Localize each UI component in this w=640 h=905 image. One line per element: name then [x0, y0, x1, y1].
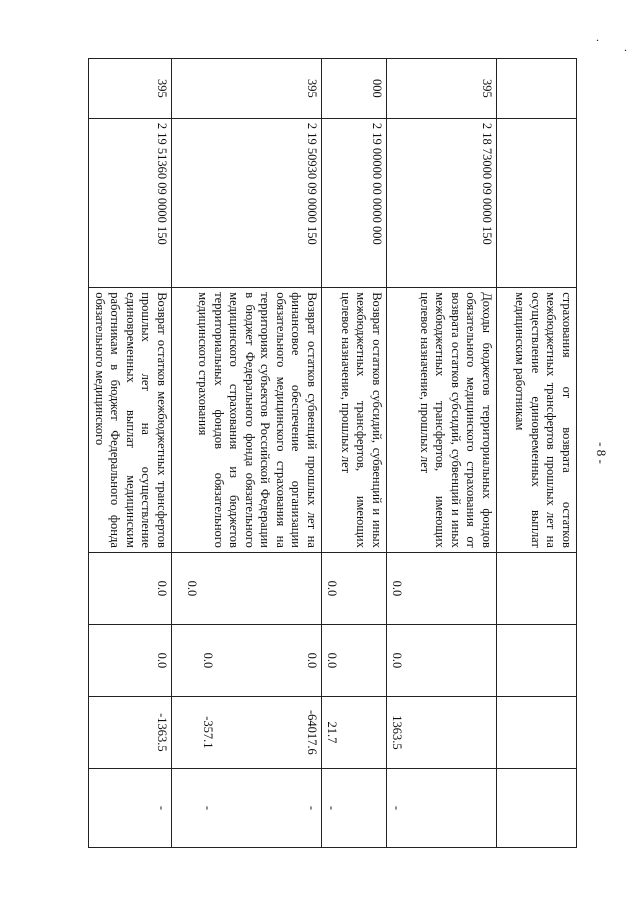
admin-code-cell: [497, 59, 577, 119]
value-text: [304, 557, 320, 620]
value-cell: [497, 768, 577, 847]
value-cell: -: [387, 768, 497, 847]
value-cell: [172, 696, 322, 768]
revenue-name-cell: Возврат остатков субвенций прошлых лет на финансовое обеспечение организации обязательного медицинского страхования на территориях субъектов Российской Федерации в бюджет Федерального фонда обязательного медицинского страхования из бюджетов территориальных фондов обязательного медицинского страхования: [172, 288, 322, 553]
value-cell: 0.0: [322, 624, 387, 696]
classification-code-cell: 2 19 50930 09 0000 150: [172, 118, 322, 287]
table-row: [89, 59, 172, 848]
revenue-name-cell: Возврат остатков межбюджетных трансфертов прошлых лет на осуществление единовременных выплат медицинским работникам в бюджет Федерального фонда обязательного медицинского: [89, 288, 172, 553]
value-cell: -: [89, 768, 172, 847]
table-row: [387, 59, 497, 848]
value-cell: 0.0: [387, 624, 497, 696]
value-text: -64017.6: [305, 709, 319, 755]
value-cell: -1363.5: [89, 696, 172, 768]
scan-mark: .: [624, 40, 627, 54]
admin-code-cell: 395: [172, 59, 322, 119]
value-text: -: [201, 805, 216, 811]
value-cell: 0.0: [322, 552, 387, 624]
value-cell: 0.0: [89, 552, 172, 624]
value-cell: [497, 552, 577, 624]
value-text: 0.0: [201, 652, 216, 669]
value-cell: -: [322, 768, 387, 847]
value-cell: [172, 624, 322, 696]
revenue-table: [89, 58, 578, 848]
table-row: [497, 59, 577, 848]
page-number: - 8 -: [594, 442, 609, 464]
value-text: 0.0: [185, 580, 200, 597]
value-cell: [497, 696, 577, 768]
revenue-name-cell: Возврат остатков субсидий, субвенций и иных межбюджетных трансфертов, имеющих целевое назначение, прошлых лет: [322, 288, 387, 553]
value-cell: [172, 768, 322, 847]
revenue-name-cell: Доходы бюджетов территориальных фондов обязательного медицинского страхования от возврата остатков субсидий, субвенций и иных межбюджетных трансфертов, имеющих целевое назначение, прошлых лет: [387, 288, 497, 553]
value-text: -: [305, 805, 319, 811]
value-text: 0.0: [305, 652, 319, 669]
admin-code-cell: 000: [322, 59, 387, 119]
admin-code-cell: 395: [387, 59, 497, 119]
value-cell: 0.0: [89, 624, 172, 696]
admin-code-cell: 395: [89, 59, 172, 119]
value-text: -357.1: [201, 716, 216, 749]
revenue-table-rotated: [93, 58, 577, 848]
value-cell: [497, 624, 577, 696]
classification-code-cell: 2 19 51360 09 0000 150: [89, 118, 172, 287]
value-cell: 21.7: [322, 696, 387, 768]
classification-code-cell: 2 18 73000 09 0000 150: [387, 118, 497, 287]
classification-code-cell: 2 19 00000 00 0000 000: [322, 118, 387, 287]
table-row: [172, 59, 322, 848]
table-row: [322, 59, 387, 848]
value-cell: 0.0: [387, 552, 497, 624]
scan-mark: .: [596, 30, 599, 44]
classification-code-cell: [497, 118, 577, 287]
value-cell: 1363.5: [387, 696, 497, 768]
revenue-name-cell: страхования от возврата остатков межбюджетных трансфертов прошлых лет на осуществление единовременных выплат медицинским работникам: [497, 288, 577, 553]
value-cell: [172, 552, 322, 624]
